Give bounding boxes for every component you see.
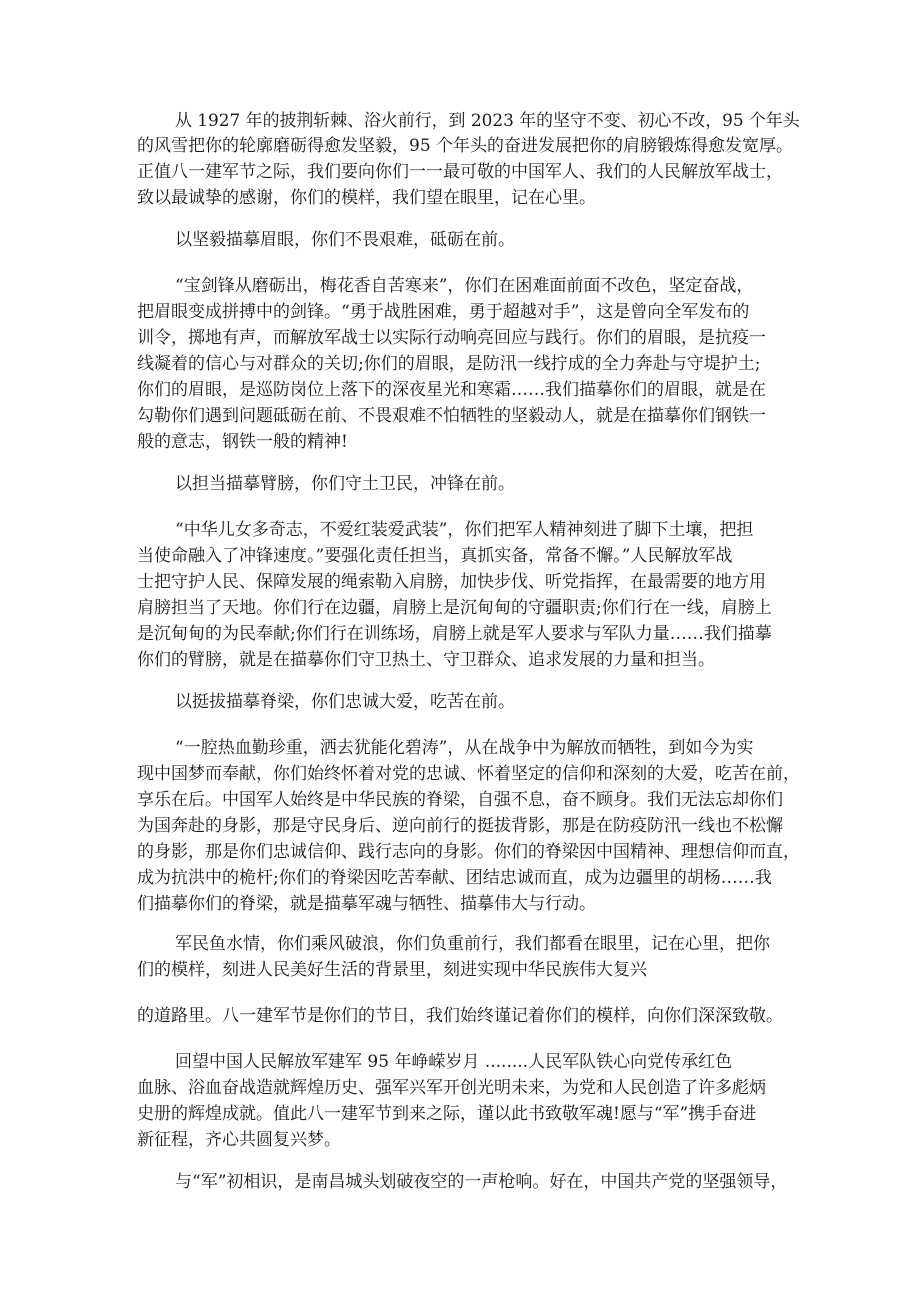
text-line: 般的意志，钢铁一般的精神! [137,432,348,452]
text-line: 从 1927 年的披荆斩棘、浴火前行，到 2023 年的坚守不变、初心不改，95 个年头 [175,110,800,130]
text-line: 士把守护人民、保障发展的绳索勒入肩膀，加快步伐、听党指挥，在最需要的地方用 [137,572,766,592]
text-line: 正值八一建军节之际，我们要向你们一一最可敬的中国军人、我们的人民解放军战士， [137,162,783,182]
text-line: 是沉甸甸的为民奉献;你们行在训练场，肩膀上就是军人要求与军队力量……我们描摹 [137,624,772,644]
text-line: 为国奔赴的身影，那是守民身后、逆向前行的挺拔背影，那是在防疫防汛一线也不松懈 [137,816,783,836]
text-line: “宝剑锋从磨砺出，梅花香自苦寒来”，你们在困难面前面不改色，坚定奋战， [175,276,754,296]
text-line: 们的模样，刻进人民美好生活的背景里，刻进实现中华民族伟大复兴 [137,960,647,980]
text-line: “中华儿女多奇志，不爱红装爱武装”，你们把军人精神刻进了脚下土壤，把担 [175,520,754,540]
text-line: 你们的眉眼，是巡防岗位上落下的深夜星光和寒霜……我们描摹你们的眉眼，就是在 [137,380,766,400]
text-line: 现中国梦而奉献，你们始终怀着对党的忠诚、怀着坚定的信仰和深刻的大爱，吃苦在前， [137,764,800,784]
text-line: “一腔热血勤珍重，洒去犹能化碧涛”，从在战争中为解放而牺牲，到如今为实 [175,738,754,758]
text-line: 线凝着的信心与对群众的关切;你们的眉眼，是防汛一线拧成的全力奔赴与守堤护土; [137,354,761,374]
text-line: 你们的臂膀，就是在描摹你们守卫热土、守卫群众、追求发展的力量和担当。 [137,650,715,670]
text-line: 回望中国人民解放军建军 95 年峥嵘岁月 ........人民军队铁心向党传承红色 [175,1052,733,1072]
text-line: 们描摹你们的脊梁，就是描摹军魂与牺牲、描摹伟大与行动。 [137,894,596,914]
text-line: 与“军”初相识，是南昌城头划破夜空的一声枪响。好在，中国共产党的坚强领导， [175,1172,788,1192]
text-line: 新征程，齐心共圆复兴梦。 [137,1130,341,1150]
text-line: 的风雪把你的轮廓磨砺得愈发坚毅，95 个年头的奋进发展把你的肩膀锻炼得愈发宽厚。 [137,136,794,156]
text-line: 致以最诚挚的感谢，你们的模样，我们望在眼里，记在心里。 [137,188,596,208]
text-line: 成为抗洪中的桅杆;你们的脊梁因吃苦奉献、团结忠诚而直，成为边疆里的胡杨……我 [137,868,772,888]
section-heading: 以挺拔描摹脊梁，你们忠诚大爱，吃苦在前。 [175,692,515,712]
text-line: 享乐在后。中国军人始终是中华民族的脊梁，自强不息，奋不顾身。我们无法忘却你们 [137,790,783,810]
text-line: 军民鱼水情，你们乘风破浪，你们负重前行，我们都看在眼里，记在心里，把你 [175,934,770,954]
text-line: 训令，掷地有声，而解放军战士以实际行动响亮回应与践行。你们的眉眼，是抗疫一 [137,328,766,348]
text-line: 把眉眼变成拼搏中的剑锋。“勇于战胜困难，勇于超越对手”，这是曾向全军发布的 [137,302,750,322]
text-line: 当使命融入了冲锋速度。”要强化责任担当，真抓实备，常备不懈。”人民解放军战 [137,546,733,566]
text-line: 的道路里。八一建军节是你们的节日，我们始终谨记着你们的模样，向你们深深致敬。 [137,1006,783,1026]
text-line: 的身影，那是你们忠诚信仰、践行志向的身影。你们的脊梁因中国精神、理想信仰而直， [137,842,800,862]
text-line: 勾勒你们遇到问题砥砺在前、不畏艰难不怕牺牲的坚毅动人，就是在描摹你们钢铁一 [137,406,766,426]
section-heading: 以担当描摹臂膀，你们守土卫民，冲锋在前。 [175,474,515,494]
text-line: 史册的辉煌成就。值此八一建军节到来之际，谨以此书致敬军魂!愿与“军”携手奋进 [137,1104,757,1124]
section-heading: 以坚毅描摹眉眼，你们不畏艰难，砥砺在前。 [175,230,515,250]
text-line: 肩膀担当了天地。你们行在边疆，肩膀上是沉甸甸的守疆职责;你们行在一线，肩膀上 [137,598,772,618]
text-line: 血脉、浴血奋战造就辉煌历史、强军兴军开创光明未来，为党和人民创造了许多彪炳 [137,1078,766,1098]
